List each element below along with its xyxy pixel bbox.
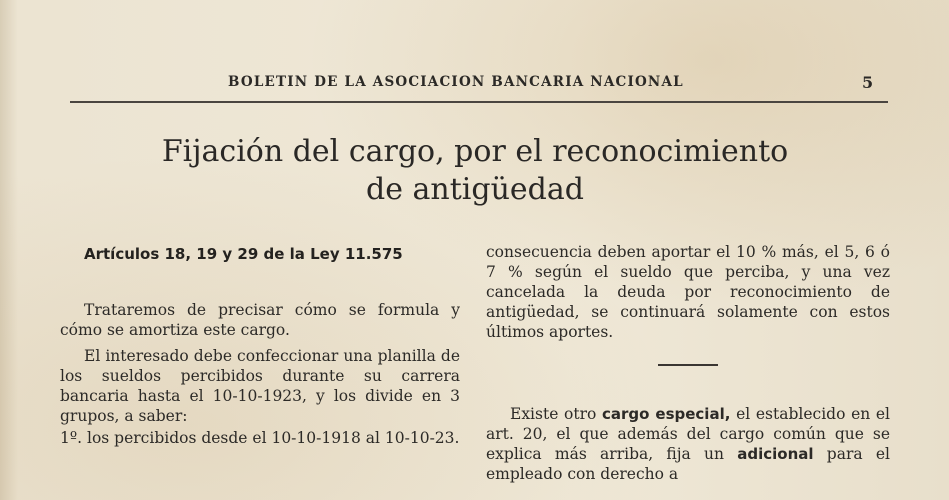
article-title-line-2: de antigüedad xyxy=(366,172,584,207)
running-header: BOLETIN DE LA ASOCIACION BANCARIA NACIONAL xyxy=(228,74,684,90)
text-run: el establecido en el art. 20, el que además del cargo común que se explica más arriba, fija un xyxy=(486,404,891,463)
paragraph: consecuencia deben aportar el 10 % más, el 5, 6 ó 7 % según el sueldo que perciba, y una vez cancelada la deuda por reconocimiento de antigüedad, se continuará solamente con estos últimos aportes. xyxy=(486,243,890,341)
section-divider xyxy=(658,364,718,366)
paragraph: Trataremos de precisar cómo se formula y cómo se amortiza este cargo. xyxy=(60,301,460,339)
list-item: 1º. los percibidos desde el 10-10-1918 al 10-10-23. xyxy=(60,429,460,447)
paragraph xyxy=(486,404,890,484)
right-column xyxy=(486,242,890,484)
left-column xyxy=(60,240,460,448)
article-title-line-1: Fijación del cargo, por el reconocimiento xyxy=(161,134,789,169)
article-title xyxy=(60,133,890,209)
article-subheading: Artículos 18, 19 y 29 de la Ley 11.575 xyxy=(84,245,403,263)
paragraph: El interesado debe confeccionar una planilla de los sueldos percibidos durante su carrera bancaria hasta el 10-10-1923, y los divide en 3 grupos, a saber: xyxy=(60,347,460,425)
page-number: 5 xyxy=(862,73,874,92)
text-run: para el empleado con derecho a xyxy=(486,444,890,483)
bold-term: cargo especial, xyxy=(602,404,731,423)
header-rule xyxy=(70,101,888,103)
bold-term: adicional xyxy=(737,444,814,463)
text-run: Existe otro xyxy=(510,404,602,423)
